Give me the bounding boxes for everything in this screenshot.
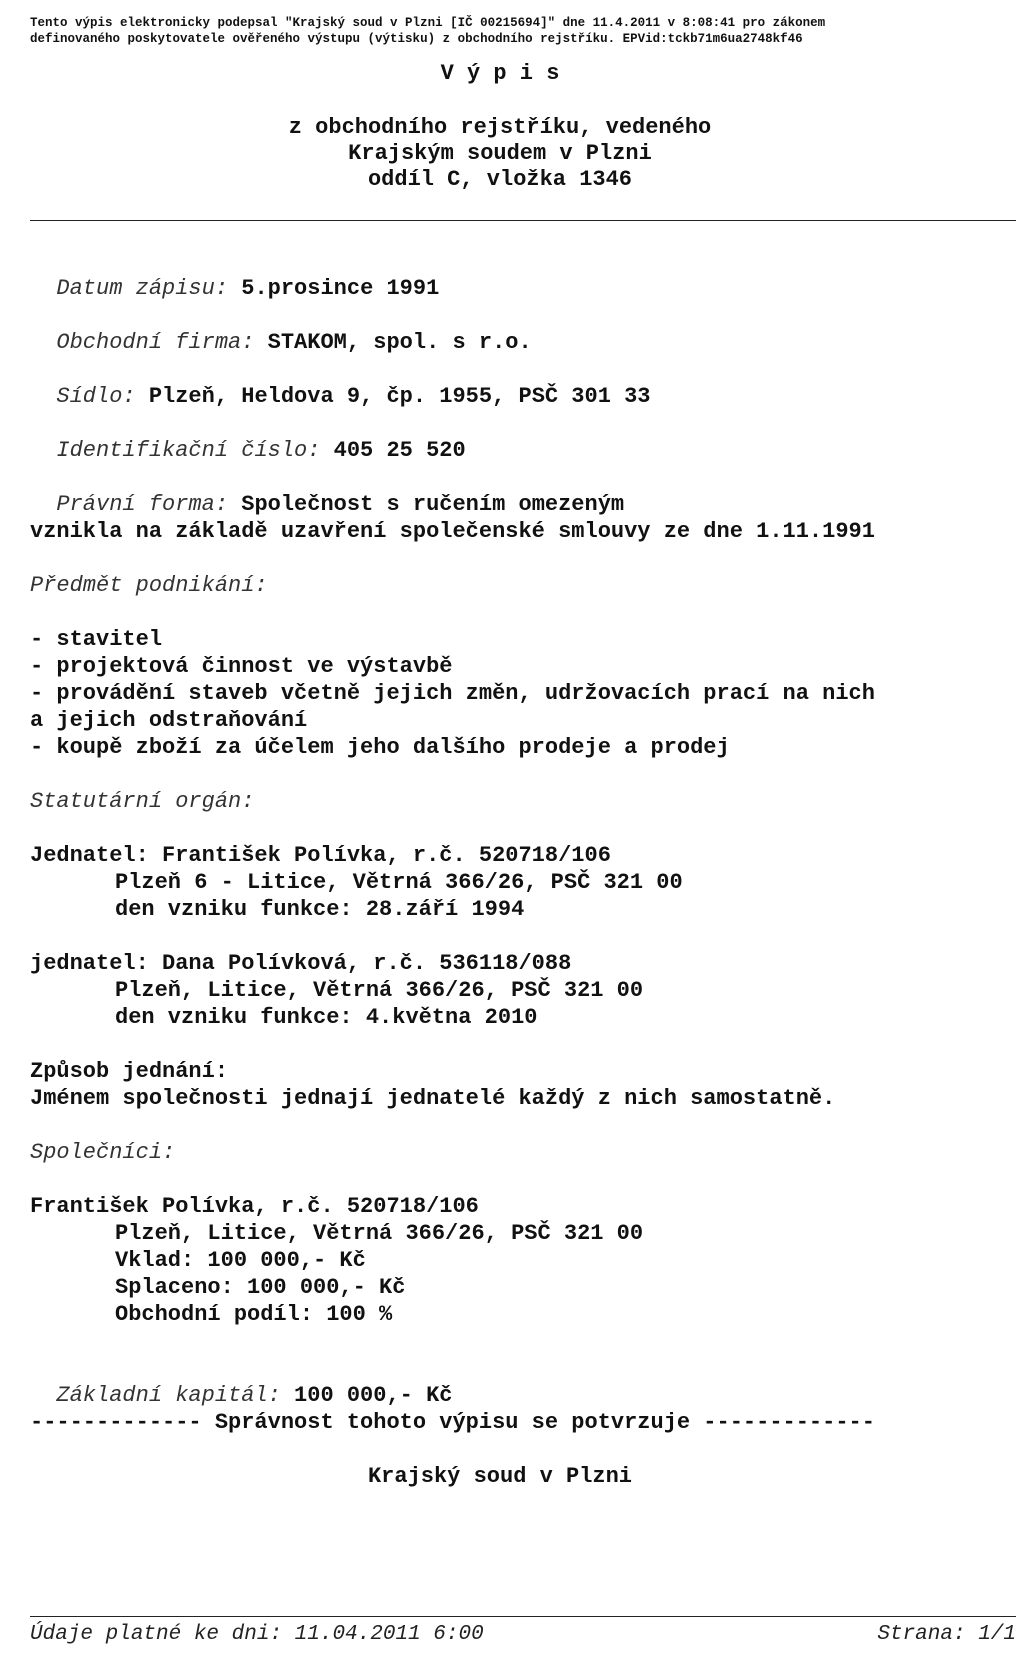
company-name-value: STAKOM, spol. s r.o. [267, 330, 532, 355]
title-section-line: oddíl C, vložka 1346 [367, 167, 633, 192]
seat-value: Plzeň, Heldova 9, čp. 1955, PSČ 301 33 [148, 384, 651, 409]
business-scope-item: - provádění staveb včetně jejich změn, udržovacích prací na nich [30, 681, 875, 706]
entry-date-value: 5.prosince 1991 [241, 276, 440, 301]
registered-capital-value: 100 000,- Kč [294, 1383, 453, 1408]
entry-date-label: Datum zápisu: [56, 276, 229, 301]
id-number-value: 405 25 520 [333, 438, 466, 463]
id-number-label: Identifikační číslo: [56, 438, 321, 463]
business-scope-item: a jejich odstraňování [30, 708, 308, 733]
statutory-body-label: Statutární orgán: [30, 789, 255, 814]
shareholder-paid: Splaceno: 100 000,- Kč [115, 1275, 406, 1300]
executive-2-name: jednatel: Dana Polívková, r.č. 536118/088 [30, 951, 572, 976]
footer-divider [30, 1616, 1016, 1617]
certification-line: ------------- Správnost tohoto výpisu se potvrzuje ------------- [30, 1410, 875, 1435]
executive-1-address: Plzeň 6 - Litice, Větrná 366/26, PSČ 321 00 [115, 870, 683, 895]
seat-label: Sídlo: [56, 384, 136, 409]
executive-2-address: Plzeň, Litice, Větrná 366/26, PSČ 321 00 [115, 978, 644, 1003]
title-registry-line: z obchodního rejstříku, vedeného [288, 115, 712, 140]
shareholders-label: Společníci: [30, 1140, 176, 1165]
entry-date-row [30, 248, 439, 302]
business-scope-item: - koupě zboží za účelem jeho dalšího prodeje a prodej [30, 735, 730, 760]
shareholder-deposit: Vklad: 100 000,- Kč [115, 1248, 366, 1273]
company-name-row [30, 302, 532, 356]
company-name-label: Obchodní firma: [56, 330, 255, 355]
issuing-court: Krajský soud v Plzni [367, 1464, 633, 1489]
shareholder-address: Plzeň, Litice, Větrná 366/26, PSČ 321 00 [115, 1221, 644, 1246]
business-scope-item: - stavitel [30, 627, 163, 652]
business-scope-item: - projektová činnost ve výstavbě [30, 654, 453, 679]
business-scope-label: Předmět podnikání: [30, 573, 268, 598]
legal-form-label: Právní forma: [56, 492, 229, 517]
shareholder-name: František Polívka, r.č. 520718/106 [30, 1194, 479, 1219]
legal-form-row [30, 464, 624, 518]
validity-date: Údaje platné ke dni: 11.04.2011 6:00 [30, 1623, 484, 1646]
founding-statement: vznikla na základě uzavření společenské smlouvy ze dne 1.11.1991 [30, 519, 875, 544]
signature-notice-line-1: Tento výpis elektronicky podepsal "Krajský soud v Plzni [IČ 00215694]" dne 11.4.2011 v 8:08:41 pro zákonem [30, 16, 826, 30]
executive-1-appointment: den vzniku funkce: 28.září 1994 [115, 897, 525, 922]
acting-method-value: Jménem společnosti jednají jednatelé každý z nich samostatně. [30, 1086, 836, 1111]
title-divider [30, 220, 1016, 221]
signature-notice-line-2: definovaného poskytovatele ověřeného výstupu (výtisku) z obchodního rejstříku. EPVid:tckb71m6ua2748kf46 [30, 32, 803, 46]
acting-method-label: Způsob jednání: [30, 1059, 229, 1084]
title-court-line: Krajským soudem v Plzni [348, 141, 652, 166]
legal-form-value: Společnost s ručením omezeným [241, 492, 625, 517]
seat-row [30, 356, 651, 410]
executive-1-name: Jednatel: František Polívka, r.č. 520718/106 [30, 843, 611, 868]
registered-capital-label: Základní kapitál: [56, 1383, 281, 1408]
shareholder-share: Obchodní podíl: 100 % [115, 1302, 393, 1327]
id-number-row [30, 410, 466, 464]
page-number: Strana: 1/1 [877, 1623, 1016, 1646]
registered-capital-row [30, 1355, 452, 1409]
document-title: V ý p i s [440, 61, 560, 86]
executive-2-appointment: den vzniku funkce: 4.května 2010 [115, 1005, 538, 1030]
